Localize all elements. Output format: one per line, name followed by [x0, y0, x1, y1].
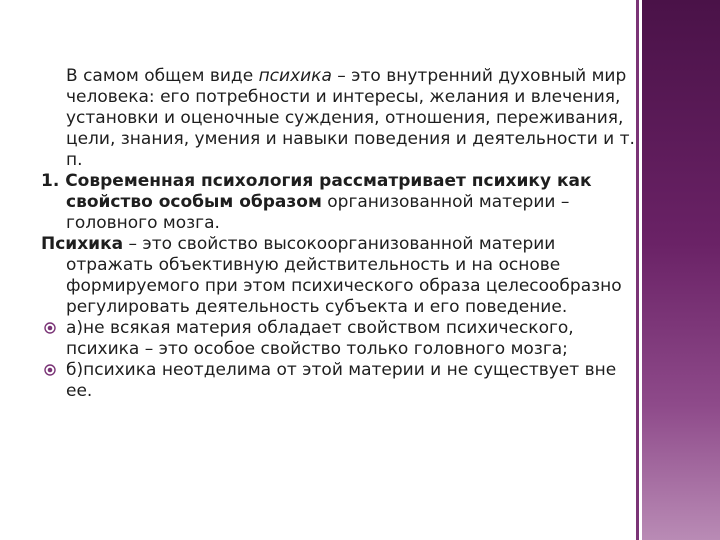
paragraph-term-definition — [36, 234, 636, 318]
paragraph-text: организованной материи – головного мозга. — [66, 192, 570, 233]
paragraph-numbered — [36, 171, 636, 234]
paragraph-text: – это свойство высокоорганизованной материи отражать объективную действительность и на основе формируемого при этом психического образа целесообразно регулировать деятельность субъекта и его поведение. — [66, 234, 622, 317]
paragraph-text: – это внутренний духовный мир человека: его потребности и интересы, желания и влечения, установки и оценочные суждения, отношения, переживания, цели, знания, умения и навыки поведения и деятельности и т. п. — [66, 66, 635, 170]
decorative-side-band — [642, 0, 720, 540]
paragraph-definition — [36, 66, 636, 171]
circled-dot-icon — [44, 364, 56, 376]
accent-stripe — [636, 0, 639, 540]
numbered-heading: 1. Современная психология рассматривает психику как свойство особым образом — [41, 171, 592, 212]
slide-body — [36, 66, 636, 402]
circled-dot-icon — [44, 322, 56, 334]
list-item — [36, 360, 636, 402]
italic-term: психика — [258, 66, 332, 86]
list-item — [36, 318, 636, 360]
list-item-text: б)психика неотделима от этой материи и не существует вне ее. — [66, 360, 617, 401]
term-psyche: Психика — [41, 234, 124, 254]
list-item-text: а)не всякая материя обладает свойством психического, психика – это особое свойство только головного мозга; — [66, 318, 574, 359]
paragraph-text: В самом общем виде — [66, 66, 259, 86]
